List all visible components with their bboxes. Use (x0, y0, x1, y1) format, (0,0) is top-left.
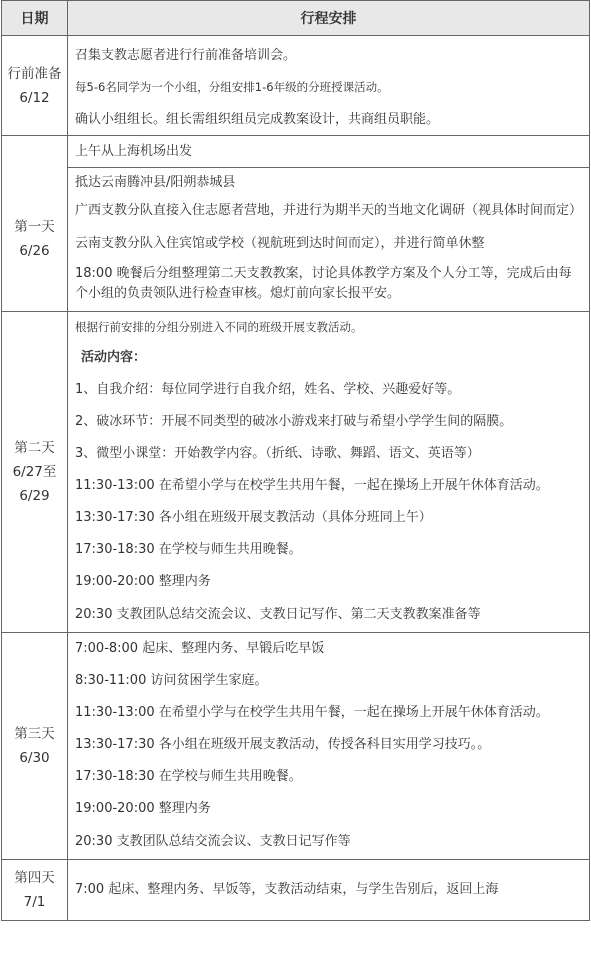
date-label: 第三天 (14, 726, 55, 742)
plan-item: 根据行前安排的分组分别进入不同的班级开展支教活动。 (75, 320, 363, 334)
plan-cell (68, 312, 590, 633)
date-value: 6/12 (19, 89, 50, 106)
date-label: 第二天 (14, 440, 55, 456)
plan-item: 8:30-11:00 访问贫困学生家庭。 (75, 673, 268, 688)
plan-item: 1、自我介绍：每位同学进行自我介绍，姓名、学校、兴趣爱好等。 (75, 382, 461, 397)
plan-item: 确认小组组长。组长需组织组员完成教案设计，共商组员职能。 (75, 112, 440, 127)
table-row (2, 312, 590, 633)
plan-item: 19:00-20:00 整理内务 (75, 801, 211, 816)
table-row (2, 36, 590, 136)
table-row (2, 633, 590, 860)
date-cell (2, 312, 68, 633)
plan-item: 每5-6名同学为一个小组，分组安排1-6年级的分班授课活动。 (75, 80, 389, 94)
plan-cell (68, 36, 590, 136)
plan-cell (68, 633, 590, 860)
table-row (2, 860, 590, 921)
plan-item: 17:30-18:30 在学校与师生共用晚餐。 (75, 769, 302, 784)
plan-item: 召集支教志愿者进行行前准备培训会。 (75, 48, 297, 63)
plan-item: 13:30-17:30 各小组在班级开展支教活动（具体分班同上午） (75, 510, 432, 525)
plan-item: 7:00-8:00 起床、整理内务、早锻后吃早饭 (75, 641, 325, 656)
plan-cell (68, 860, 590, 921)
plan-item: 7:00 起床、整理内务、早饭等，支教活动结束，与学生告别后，返回上海 (75, 882, 499, 897)
plan-item: 17:30-18:30 在学校与师生共用晚餐。 (75, 542, 302, 557)
date-label: 行前准备 (7, 65, 62, 82)
date-value: 7/1 (23, 894, 46, 910)
table-row (2, 136, 590, 168)
plan-cell (68, 136, 590, 168)
date-value: 6/26 (19, 243, 50, 260)
date-value: 6/29 (19, 488, 50, 504)
date-cell-empty (2, 136, 68, 168)
plan-item: 13:30-17:30 各小组在班级开展支教活动，传授各科目实用学习技巧。。 (75, 737, 491, 752)
plan-item: 云南支教分队入住宾馆或学校（视航班到达时间而定），并进行简单休整 (75, 236, 485, 251)
date-cell (2, 168, 68, 312)
plan-item: 11:30-13:00 在希望小学与在校学生共用午餐，一起在操场上开展午休体育活动。 (75, 705, 549, 720)
plan-item: 20:30 支教团队总结交流会议、支教日记写作等 (75, 834, 351, 849)
plan-section-title: 活动内容： (81, 350, 147, 365)
plan-item: 3、微型小课堂：开始教学内容。（折纸、诗歌、舞蹈、语文、英语等） (75, 446, 480, 461)
plan-column-header: 行程安排 (68, 1, 590, 36)
plan-item: 11:30-13:00 在希望小学与在校学生共用午餐，一起在操场上开展午休体育活动。 (75, 478, 549, 493)
date-label: 第一天 (14, 219, 55, 236)
plan-item: 抵达云南腾冲县/阳朔恭城县 (75, 175, 236, 190)
plan-cell (68, 168, 590, 312)
itinerary-table (1, 0, 590, 921)
date-label: 第四天 (14, 870, 55, 886)
plan-item: 19:00-20:00 整理内务 (75, 574, 211, 589)
date-cell (2, 860, 68, 921)
table-header-row (2, 1, 590, 36)
plan-item: 2、破冰环节：开展不同类型的破冰小游戏来打破与希望小学学生间的隔膜。 (75, 414, 513, 429)
date-cell (2, 36, 68, 136)
plan-item: 20:30 支教团队总结交流会议、支教日记写作、第二天支教教案准备等 (75, 607, 481, 622)
plan-item: 18:00 晚餐后分组整理第二天支教教案，讨论具体教学方案及个人分工等，完成后由每个小组的负责领队进行检查审核。熄灯前向家长报平安。 (75, 266, 572, 301)
date-cell (2, 633, 68, 860)
date-value: 6/30 (19, 750, 50, 766)
date-column-header: 日期 (2, 1, 68, 36)
plan-item: 上午从上海机场出发 (75, 144, 193, 159)
table-row (2, 168, 590, 312)
date-value: 6/27至 (12, 464, 57, 480)
plan-item: 广西支教分队直接入住志愿者营地，并进行为期半天的当地文化调研（视具体时间而定） (75, 203, 583, 218)
